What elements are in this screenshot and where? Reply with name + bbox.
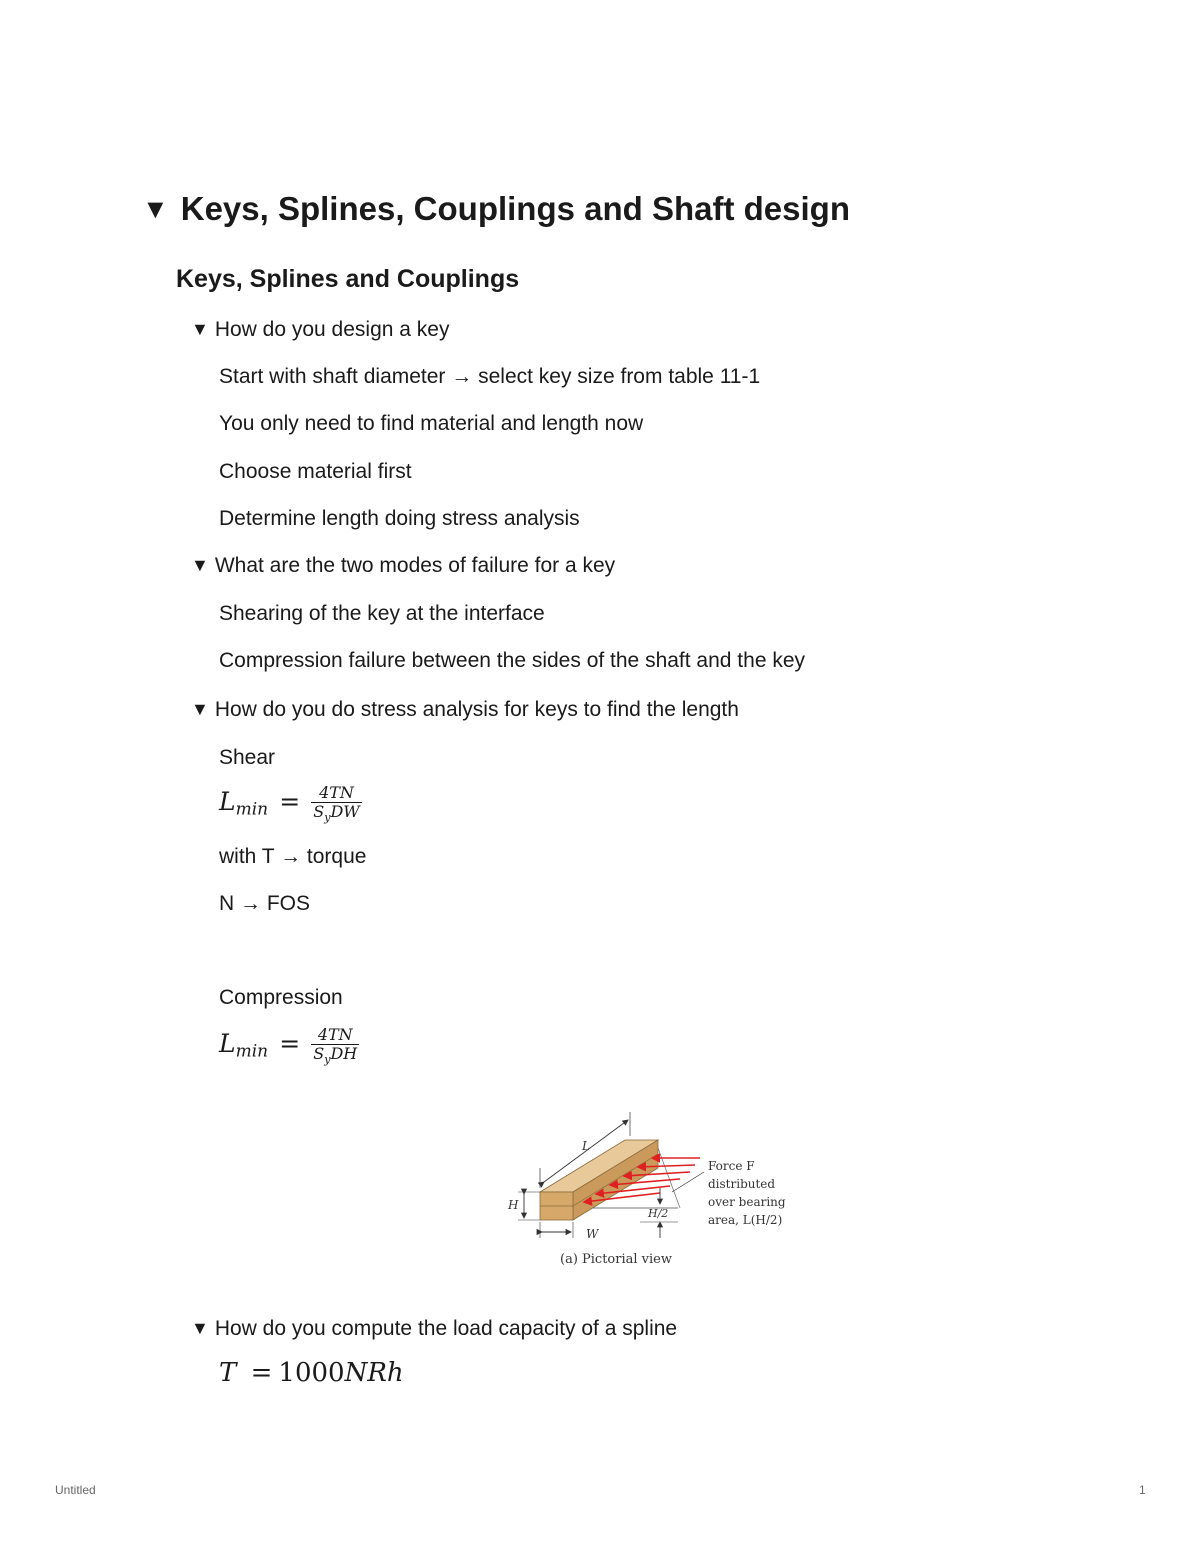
footer-page-number: 1 [1139,1483,1146,1497]
toggle-arrow-icon[interactable]: ▼ [191,699,209,719]
toggle-failure-modes[interactable] [191,554,615,578]
section-heading: Keys, Splines and Couplings [176,265,520,293]
page-title [142,190,850,228]
dimension-H2-label: H/2 [648,1207,669,1220]
list-item: Compression failure between the sides of the shaft and the key [219,649,806,672]
spline-formula: T = 1000NRh [219,1358,404,1388]
dimension-W-label: W [586,1227,599,1241]
key-pictorial-figure [500,1108,790,1270]
page-title-text: Keys, Splines, Couplings and Shaft design [180,190,850,227]
shear-formula: $L_{min}$ = $\frac{4TN}{S_yDW}$ [219,783,360,825]
list-item: Determine length doing stress analysis [219,507,580,530]
note-fos: N → FOS [219,892,311,915]
toggle-question: How do you design a key [214,318,450,341]
shaft-surface-line [658,1148,680,1208]
toggle-collapse-icon[interactable]: ▼ [142,194,169,224]
list-item: Start with shaft diameter → select key size from table 11-1 [219,365,761,388]
toggle-question: How do you do stress analysis for keys to find the length [214,698,739,721]
toggle-spline-capacity[interactable] [191,1317,677,1341]
list-item: You only need to find material and length now [219,412,644,435]
toggle-design-key[interactable] [191,318,449,342]
note-torque: with T → torque [219,845,367,868]
toggle-stress-analysis[interactable] [191,698,739,722]
force-caption: Force F distributed over bearing area, L(H/2) [708,1159,786,1227]
toggle-arrow-icon[interactable]: ▼ [191,319,209,339]
dimension-H-label: H [508,1198,519,1212]
footer-doc-title: Untitled [55,1483,96,1497]
shear-label: Shear [219,746,276,769]
figure-caption: (a) Pictorial view [560,1252,672,1267]
list-item: Choose material first [219,460,412,483]
toggle-arrow-icon[interactable]: ▼ [191,555,209,575]
list-item: Shearing of the key at the interface [219,602,545,625]
toggle-question: How do you compute the load capacity of a spline [214,1317,678,1340]
toggle-question: What are the two modes of failure for a key [214,554,616,577]
compression-label: Compression [219,986,343,1009]
compression-formula: $L_{min}$ = $\frac{4TN}{S_yDH}$ [219,1025,358,1067]
toggle-arrow-icon[interactable]: ▼ [191,1318,209,1338]
dimension-L-label: L [582,1139,590,1153]
